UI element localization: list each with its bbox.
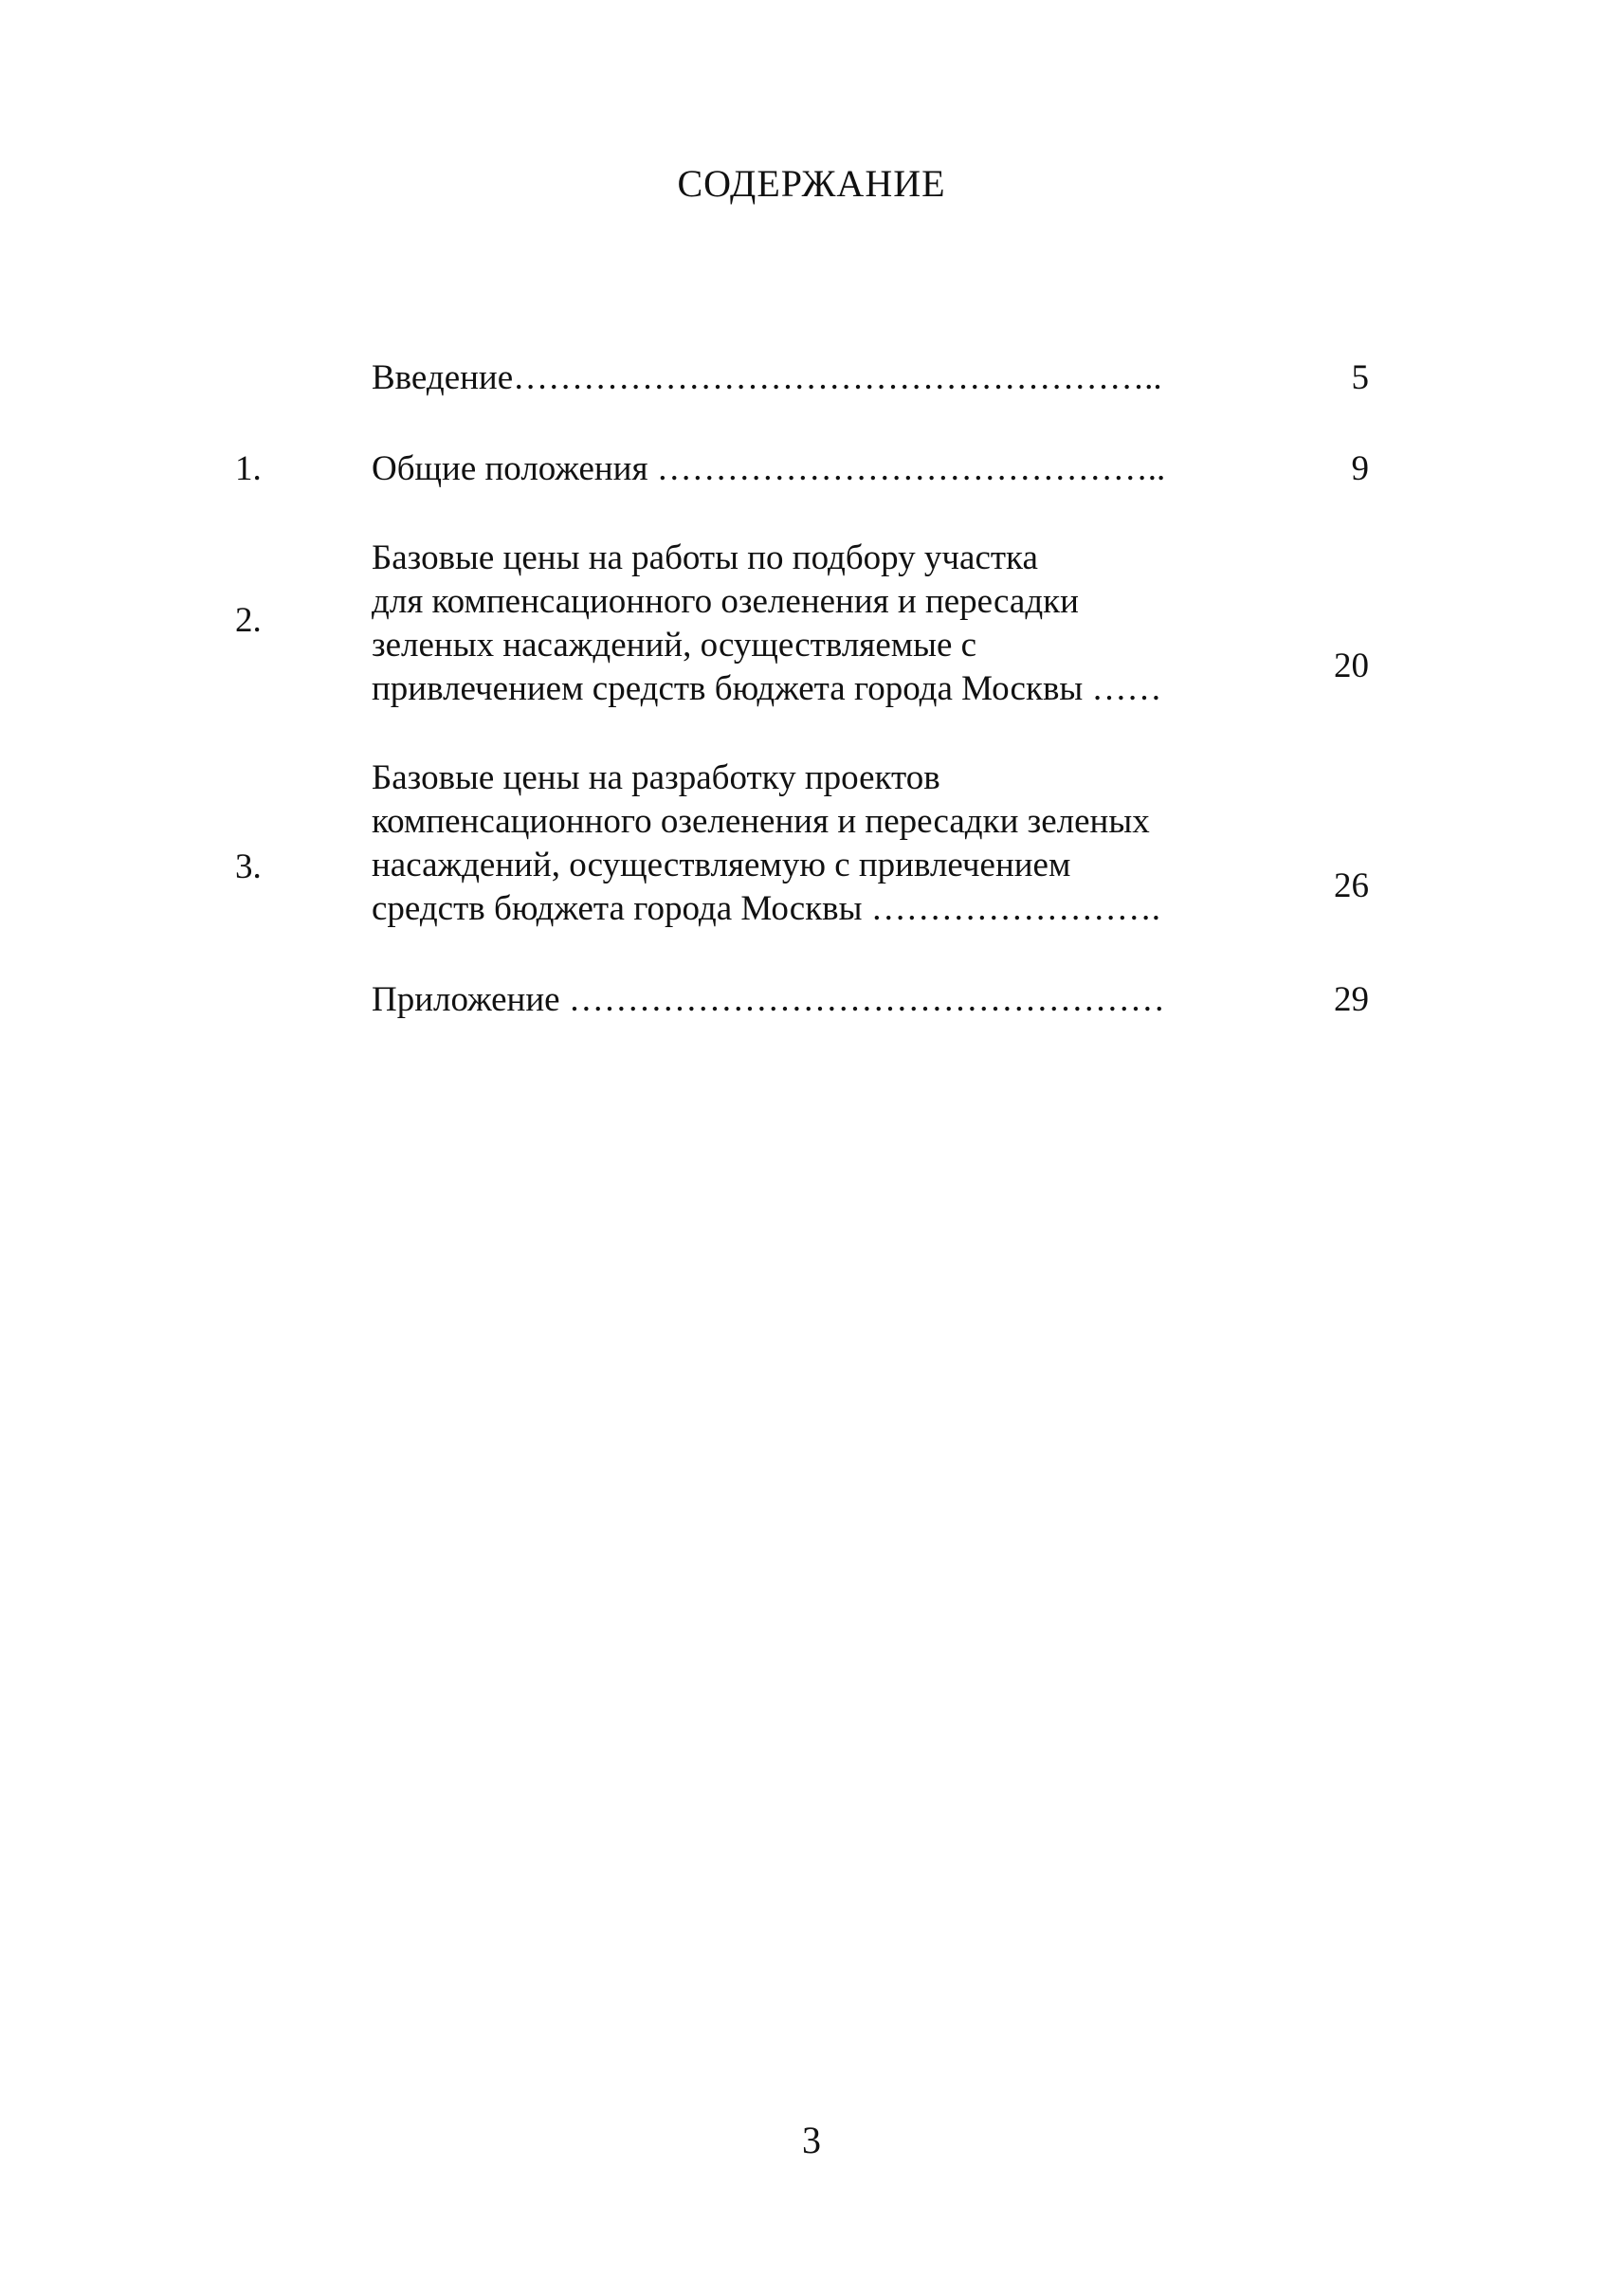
toc-entry-number: 2. <box>235 601 262 640</box>
page-number: 3 <box>802 2119 821 2161</box>
toc-entry-page: 29 <box>1334 980 1369 1019</box>
toc-entry-text: Общие положения …………………………………….. <box>372 449 1166 488</box>
toc-entry-text: Приложение …………………………………………… <box>372 980 1165 1019</box>
page-title: СОДЕРЖАНИЕ <box>677 162 946 205</box>
toc-entry-number: 1. <box>235 449 262 488</box>
toc-entry-page: 26 <box>1334 866 1369 905</box>
toc-entry-page: 5 <box>1351 358 1369 397</box>
toc-entry-number: 3. <box>235 847 262 886</box>
toc-entry-text: Введение……………………………………………….. <box>372 358 1162 397</box>
toc-entry-page: 9 <box>1351 449 1369 488</box>
toc-entry-text: Базовые цены на разработку проектов компенсационного озеленения и пересадки зеленых насаждений, осуществляемую с привлечением средств бюджета города Москвы ……………………. <box>372 758 1161 928</box>
toc-entry-text: Базовые цены на работы по подбору участка для компенсационного озеленения и пересадки зеленых насаждений, осуществляемые с привлечением средств бюджета города Москвы …… <box>372 538 1162 708</box>
toc-entry-page: 20 <box>1334 647 1369 685</box>
